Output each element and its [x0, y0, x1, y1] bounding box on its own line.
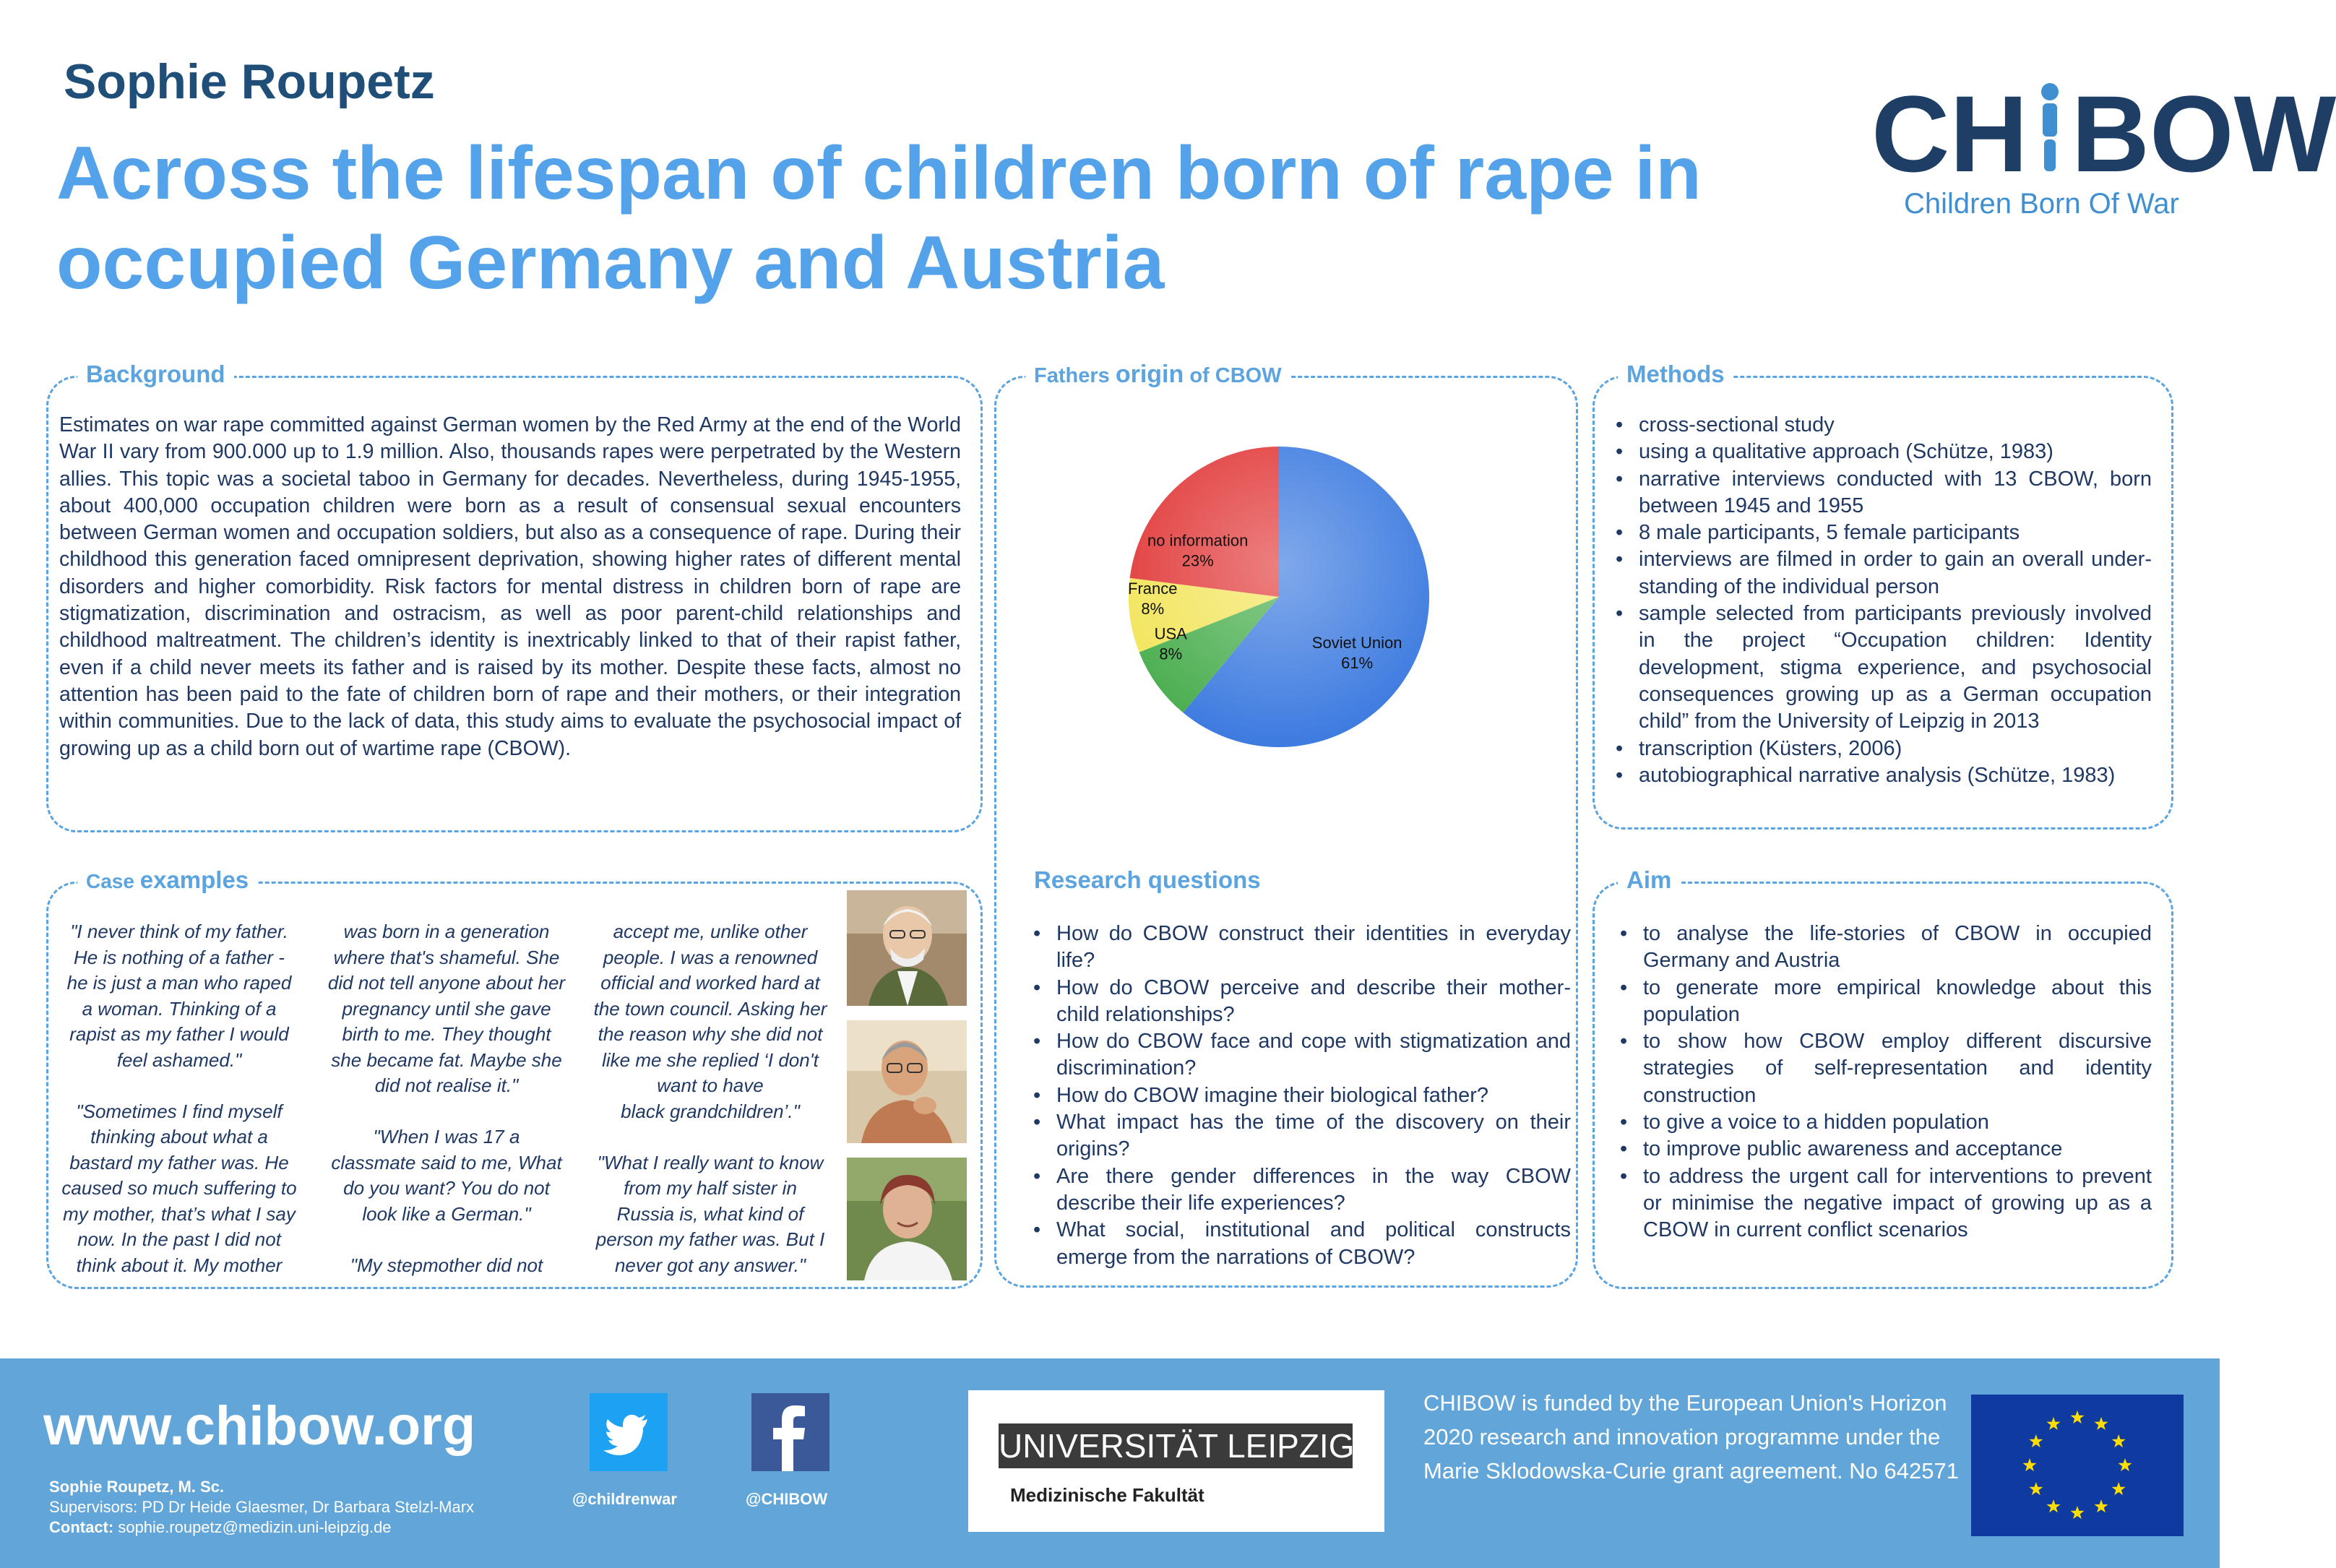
eu-star — [2094, 1499, 2108, 1512]
aim-item: • to generate more empirical knowledge about this population — [1619, 975, 2152, 1029]
methods-item: • 8 male participants, 5 female participants — [1614, 520, 2152, 546]
eu-star — [2029, 1434, 2043, 1447]
aim-item: • to improve public awareness and acceptance — [1619, 1136, 2152, 1163]
methods-item: • autobiographical narrative analysis (Schütze, 1983) — [1614, 762, 2152, 789]
eu-star — [2070, 1410, 2084, 1423]
university-name: UNIVERSITÄT LEIPZIG — [999, 1423, 1353, 1468]
methods-item: • using a qualitative approach (Schütze, 1983) — [1614, 439, 2152, 465]
methods-title: Methods — [1618, 361, 1733, 388]
aim-title: Aim — [1618, 866, 1680, 894]
eu-star — [2046, 1499, 2060, 1512]
methods-list — [1614, 412, 2152, 789]
faculty-name: Medizinische Fakultät — [1010, 1484, 1204, 1506]
methods-item: • transcription (Küsters, 2006) — [1614, 736, 2152, 762]
methods-item: • interviews are filmed in order to gain an overall under-standing of the individual person — [1614, 546, 2152, 600]
chart-title-suffix: of CBOW — [1184, 364, 1282, 387]
contact-line — [49, 1517, 474, 1538]
aim-item: • to give a voice to a hidden population — [1619, 1109, 2152, 1136]
eu-star — [2118, 1458, 2132, 1471]
contact-label: Contact: — [49, 1518, 114, 1536]
methods-item: • narrative interviews conducted with 13 CBOW, born between 1945 and 1955 — [1614, 466, 2152, 520]
pie-value-label: 23% — [1181, 551, 1214, 570]
case-examples-title — [77, 866, 257, 894]
eu-flag — [1971, 1395, 2184, 1536]
logo-figure-icon — [2028, 82, 2072, 176]
eu-star — [2046, 1417, 2060, 1430]
pie-label: France — [1128, 580, 1178, 598]
twitter-icon[interactable] — [590, 1393, 668, 1471]
research-question-item: • How do CBOW face and cope with stigmatization and discrimination? — [1032, 1028, 1571, 1082]
funding-statement: CHIBOW is funded by the European Union's Horizon 2020 research and innovation programme under the Marie Sklodowska-Curie grant agreement. No 642571 — [1423, 1390, 1959, 1483]
research-questions-list — [1032, 921, 1571, 1271]
author-name: Sophie Roupetz — [64, 54, 435, 109]
research-question-item: • How do CBOW imagine their biological father? — [1032, 1082, 1571, 1109]
chibow-logo — [1871, 73, 2336, 224]
interviewee-photo-2 — [847, 1020, 967, 1143]
contact-info — [49, 1477, 474, 1538]
eu-star — [2112, 1434, 2126, 1447]
research-question-item: • What impact has the time of the discovery on their origins? — [1032, 1109, 1571, 1163]
eu-star — [2094, 1417, 2108, 1430]
university-logo — [968, 1390, 1384, 1532]
logo-wordmark — [1871, 73, 2336, 194]
pie-label: USA — [1154, 624, 1187, 643]
interviewee-photo-3 — [847, 1158, 967, 1280]
facebook-handle[interactable]: @CHIBOW — [746, 1490, 828, 1508]
contact-supervisors: Supervisors: PD Dr Heide Glaesmer, Dr Barbara Stelzl-Marx — [49, 1498, 475, 1516]
pie-value-label: 8% — [1141, 600, 1165, 618]
quote-column-3: accept me, unlike other people. I was a renowned official and worked hard at the town council. Asking her the reason why she did not like me she replied ‘I don't want to have black grandchildren’." "What I really want to know from my half sister in Russia is, what kind of person my father was. But I never got any answer." — [593, 921, 827, 1276]
research-question-item: • How do CBOW construct their identities in everyday life? — [1032, 921, 1571, 975]
pie-label: Soviet Union — [1311, 633, 1402, 652]
chart-title-big: origin — [1115, 361, 1184, 388]
case-title-big: examples — [139, 866, 249, 893]
research-question-item: • Are there gender differences in the way CBOW describe their life experiences? — [1032, 1163, 1571, 1218]
eu-star — [2029, 1482, 2043, 1495]
interviewee-photo-1 — [847, 890, 967, 1006]
eu-star — [2112, 1482, 2126, 1495]
pie-value-label: 8% — [1159, 645, 1183, 663]
facebook-icon[interactable] — [751, 1393, 829, 1471]
twitter-handle[interactable]: @childrenwar — [572, 1490, 677, 1508]
case-title-small: Case — [86, 870, 140, 892]
research-questions-title: Research questions — [1025, 866, 1270, 894]
pie-chart — [1113, 431, 1445, 763]
eu-star — [2022, 1458, 2036, 1471]
quote-column-1: "I never think of my father. He is nothing of a father - he is just a man who raped a woman. Thinking of a rapist as my father I would feel ashamed." "Sometimes I find myself thinking about what a bastard my father was. He caused so much suffering to my mother, that’s what I say now. In the past I did not think about it. My mother — [61, 921, 297, 1276]
methods-item: • cross-sectional study — [1614, 412, 2152, 439]
background-title: Background — [77, 361, 234, 388]
pie-value-label: 61% — [1341, 653, 1374, 672]
chart-panel-title — [1025, 361, 1290, 389]
quote-column-2: was born in a generation where that's shameful. She did not tell anyone about her pregnancy until she gave birth to me. They thought she became fat. Maybe she did not realise it." "When I was 17 a classmate said to me, What do you want? You do not look like a German." "My stepmother did not — [327, 921, 566, 1276]
eu-stars-icon — [1971, 1395, 2184, 1536]
pie-label: no information — [1147, 531, 1249, 550]
eu-star — [2070, 1506, 2084, 1519]
chart-title-prefix: Fathers — [1034, 364, 1116, 387]
poster-title: Across the lifespan of children born of rape in occupied Germany and Austria — [56, 132, 1702, 305]
research-question-item: • How do CBOW perceive and describe their mother-child relationships? — [1032, 975, 1571, 1029]
aim-item: • to address the urgent call for interventions to prevent or minimise the negative impact of growing up as a CBOW in current conflict scenarios — [1619, 1163, 2152, 1244]
research-question-item: • What social, institutional and political constructs emerge from the narrations of CBOW? — [1032, 1217, 1571, 1271]
logo-word-right: BOW — [2071, 73, 2336, 194]
logo-word-left: CH — [1871, 73, 2028, 194]
website-link[interactable]: www.chibow.org — [43, 1395, 476, 1457]
contact-email[interactable]: sophie.roupetz@medizin.uni-leipzig.de — [113, 1518, 392, 1536]
contact-name: Sophie Roupetz, M. Sc. — [49, 1478, 225, 1496]
aim-item: • to show how CBOW employ different discursive strategies of self-representation and identity construction — [1619, 1028, 2152, 1109]
methods-item: • sample selected from participants previously involved in the project “Occupation children: Identity development, stigma experience, and psychosocial consequences growing up as a German occupation child” from the University of Leipzig in 2013 — [1614, 600, 2152, 735]
background-text: Estimates on war rape committed against German women by the Red Army at the end of the World War II vary from 900.000 up to 1.9 million. Also, thousands rapes were perpetrated by the Western allies. This topic was a societal taboo in Germany for decades. Nevertheless, during 1945-1955, about 400,000 occupation children were born as a result of consensual sexual encounters between German women and occupation soldiers, but also as a consequence of rape. During their childhood this generation faced omnipresent deprivation, showing higher rates of different mental disorders and higher comorbidity. Risk factors for mental distress in children born of rape are stigmatization, discrimination and ostracism, as well as poor parent-child relationships and childhood maltreatment. The children’s identity is inextricably linked to that of their rapist father, even if a child never meets its father and is raised by its mother. Despite these facts, almost no attention has been paid to the fate of children born of rape and their mothers, or their integration within communities. Due to the lack of data, this study aims to evaluate the psychosocial impact of growing up as a child born out of wartime rape (CBOW). — [59, 413, 961, 760]
logo-subtitle: Children Born Of War — [1904, 188, 2179, 220]
aim-item: • to analyse the life-stories of CBOW in occupied Germany and Austria — [1619, 921, 2152, 975]
aim-list — [1619, 921, 2152, 1244]
